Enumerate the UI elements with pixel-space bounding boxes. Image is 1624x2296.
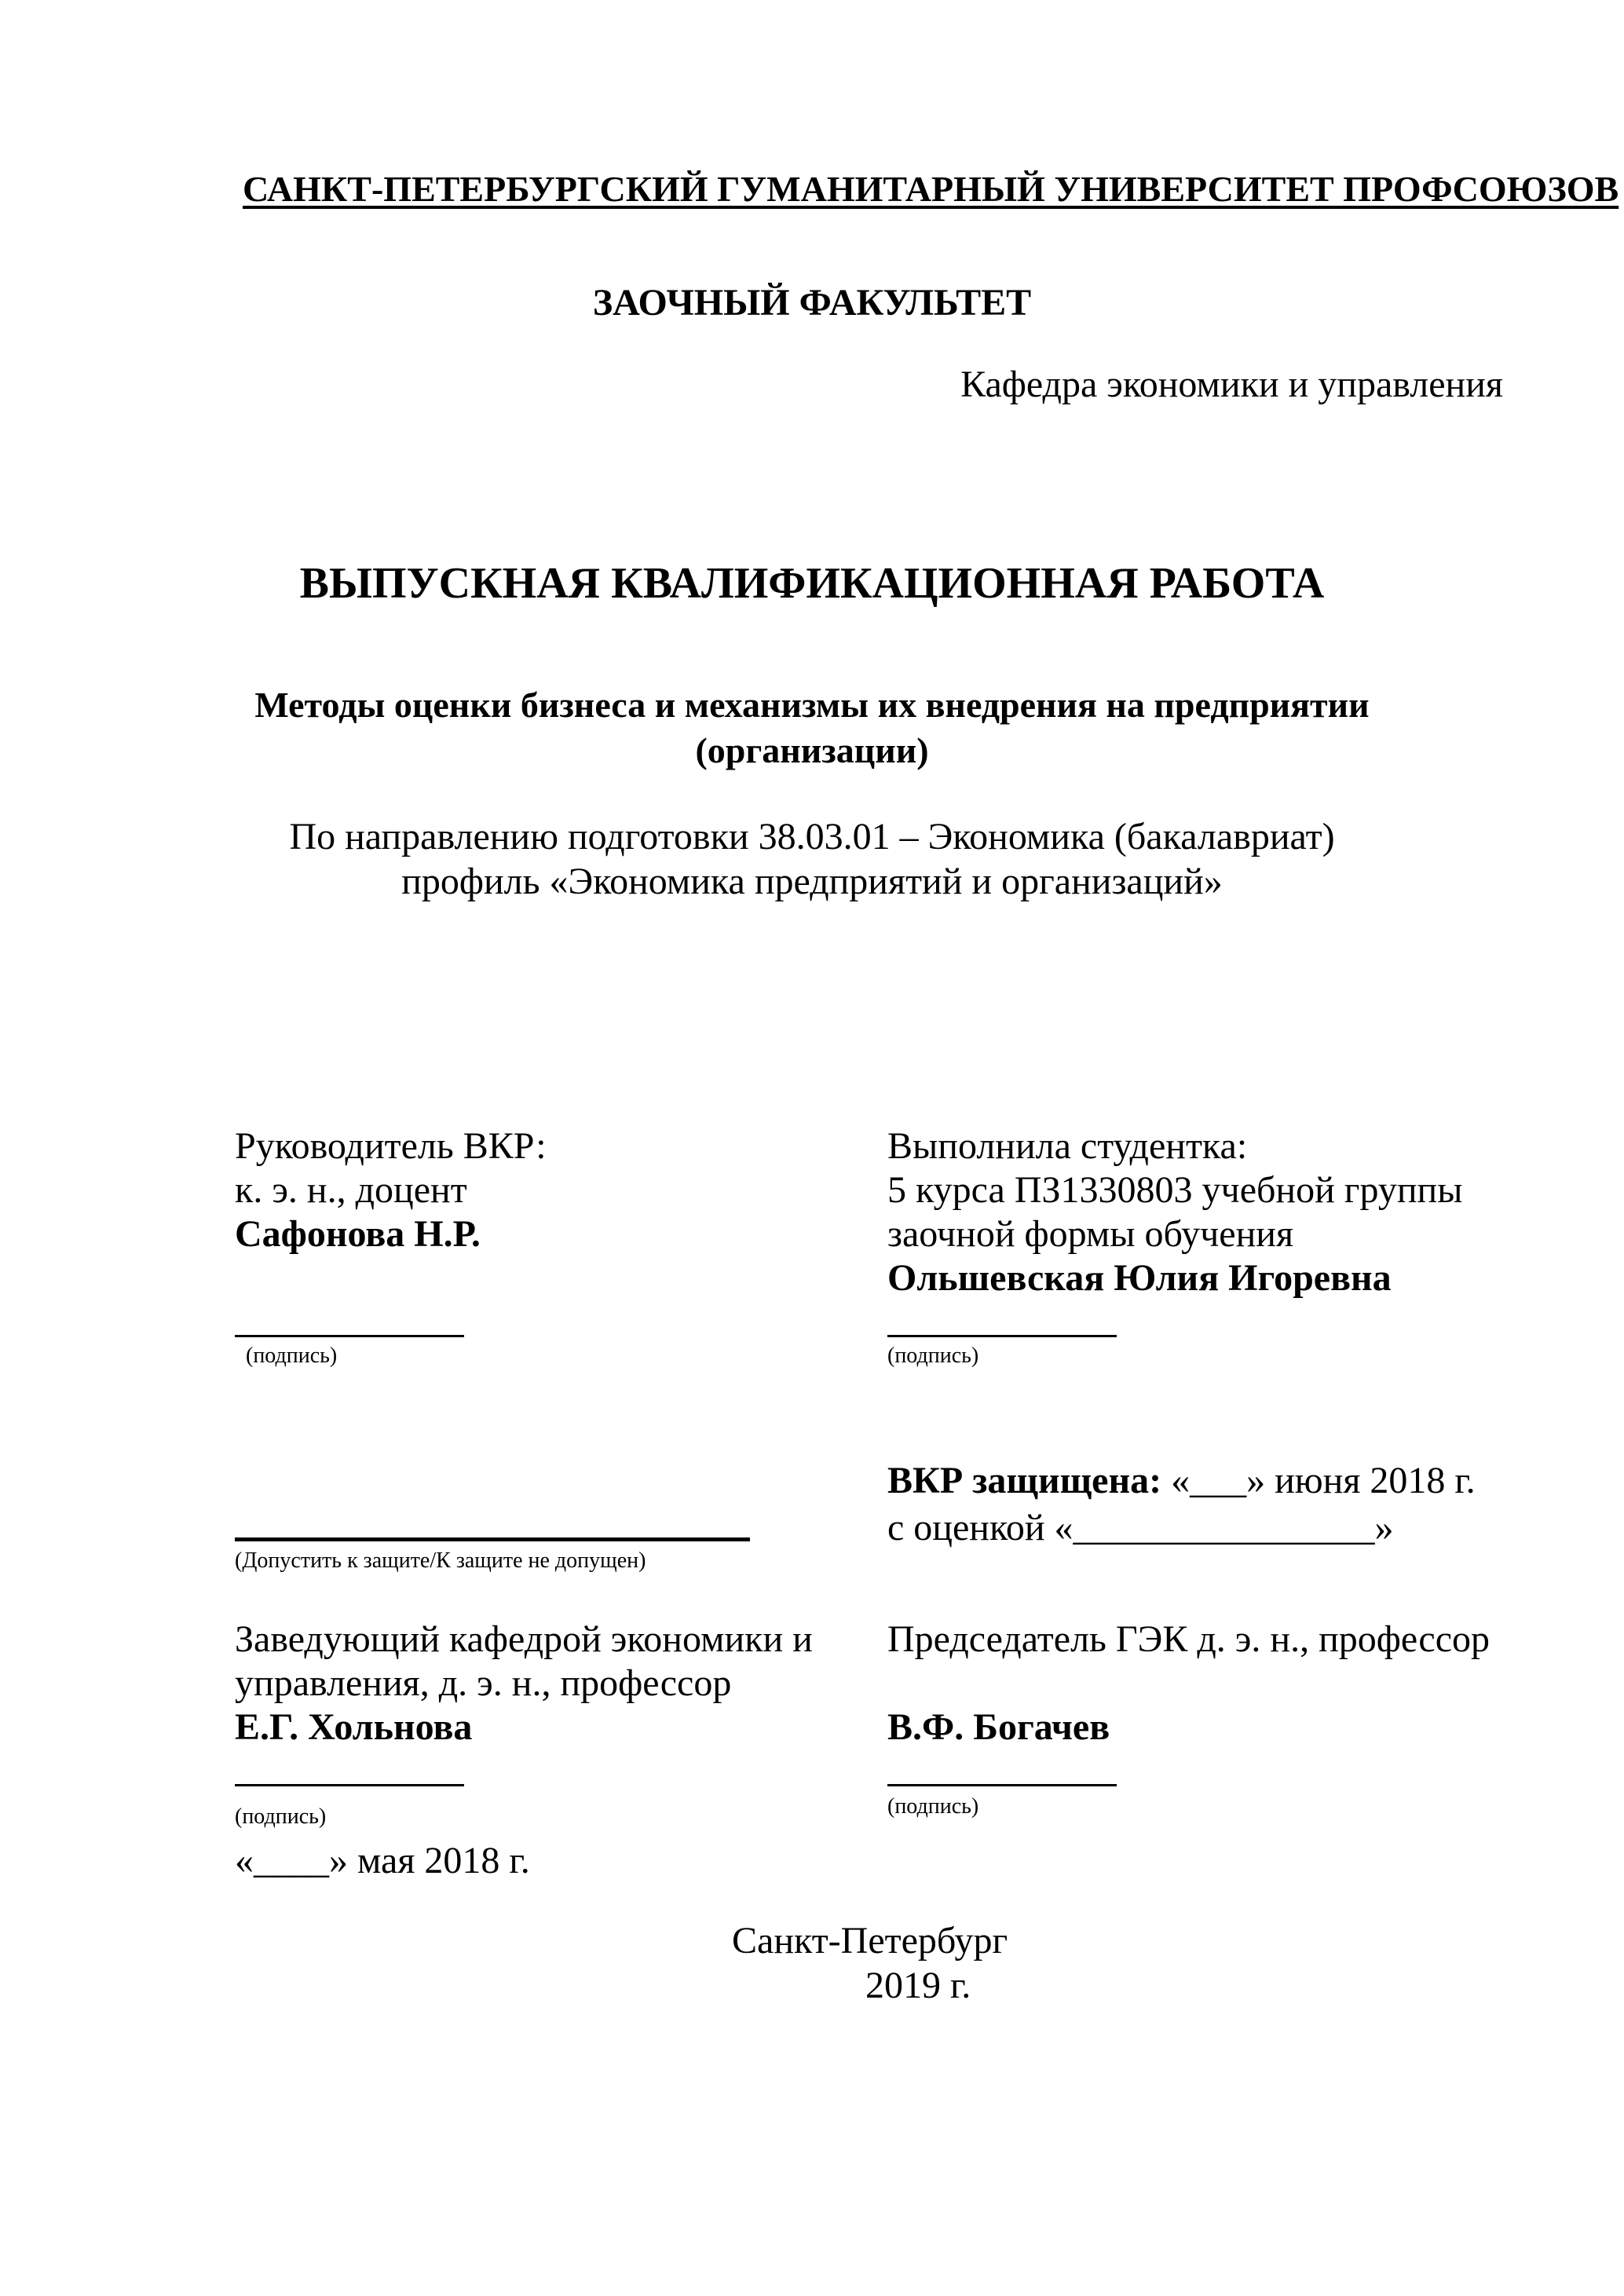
head-signature-caption: (подпись) (235, 1804, 327, 1829)
supervisor-label: Руководитель ВКР: (235, 1125, 547, 1167)
work-type-title: ВЫПУСКНАЯ КВАЛИФИКАЦИОННАЯ РАБОТА (299, 559, 1325, 608)
department-name: Кафедра экономики и управления (960, 364, 1503, 405)
student-signature-caption: (подпись) (887, 1344, 979, 1368)
student-course-group: 5 курса ПЗ1330803 учебной группы (887, 1169, 1463, 1211)
student-signature-line (887, 1335, 1117, 1337)
direction-text: По направлению подготовки 38.03.01 – Экономика (бакалавриат) (289, 816, 1335, 857)
defense-label: ВКР защищена: (887, 1460, 1162, 1501)
supervisor-name: Сафонова Н.Р. (235, 1213, 481, 1255)
chair-title: Председатель ГЭК д. э. н., профессор (887, 1618, 1490, 1660)
student-study-form: заочной формы обучения (887, 1213, 1294, 1255)
supervisor-signature-line (235, 1335, 464, 1337)
footer-year: 2019 г. (865, 1965, 971, 2006)
supervisor-signature-caption: (подпись) (246, 1344, 338, 1368)
chair-signature-caption: (подпись) (887, 1794, 979, 1819)
topic-line-2: (организации) (695, 730, 929, 770)
head-title-line-1: Заведующий кафедрой экономики и (235, 1618, 813, 1660)
head-name: Е.Г. Хольнова (235, 1706, 473, 1748)
university-name: САНКТ-ПЕТЕРБУРГСКИЙ ГУМАНИТАРНЫЙ УНИВЕРСИТЕТ ПРОФСОЮЗОВ (243, 169, 1619, 209)
defense-line (887, 1462, 1476, 1500)
head-title-line-2: управления, д. э. н., профессор (235, 1662, 732, 1704)
admission-decision-line (235, 1537, 750, 1541)
profile-text: профиль «Экономика предприятий и организаций» (401, 861, 1223, 902)
faculty-name: ЗАОЧНЫЙ ФАКУЛЬТЕТ (592, 282, 1032, 324)
defense-date: «___» июня 2018 г. (1171, 1460, 1476, 1501)
footer-city: Санкт-Петербург (732, 1920, 1008, 1961)
defense-grade: с оценкой «________________» (887, 1507, 1394, 1548)
admission-caption: (Допустить к защите/К защите не допущен) (235, 1548, 646, 1573)
chair-name: В.Ф. Богачев (887, 1706, 1110, 1748)
student-name: Ольшевская Юлия Игоревна (887, 1257, 1392, 1299)
topic-line-1: Методы оценки бизнеса и механизмы их внедрения на предприятии (254, 685, 1370, 725)
supervisor-degree: к. э. н., доцент (235, 1169, 467, 1211)
student-label: Выполнила студентка: (887, 1125, 1248, 1167)
head-signature-line (235, 1784, 464, 1786)
head-date: «____» мая 2018 г. (235, 1840, 530, 1881)
chair-signature-line (887, 1784, 1117, 1786)
